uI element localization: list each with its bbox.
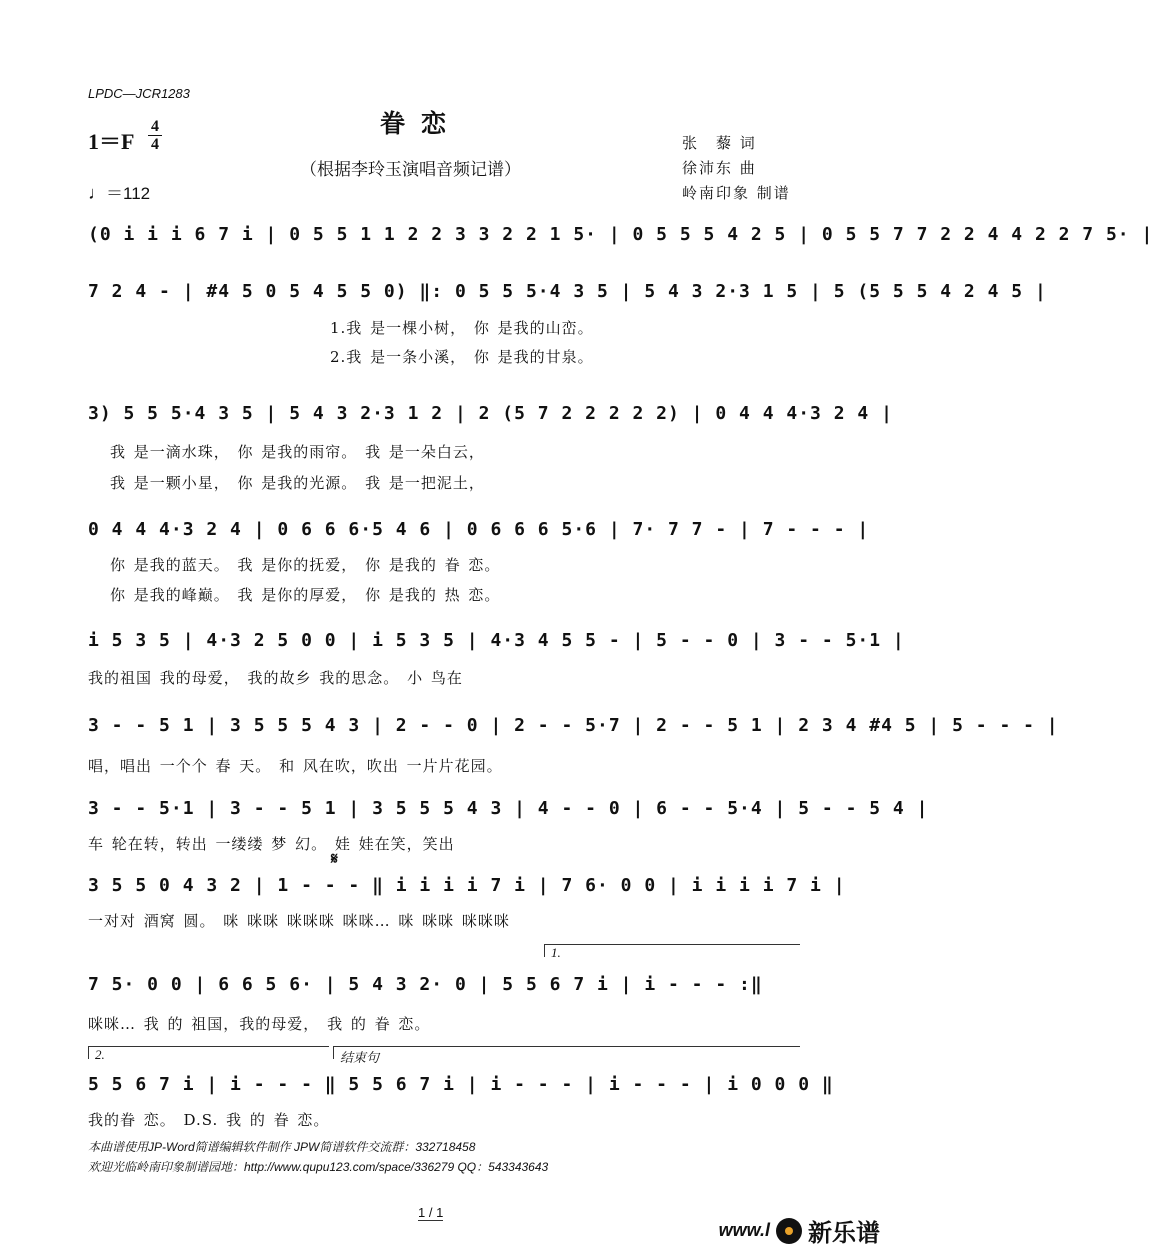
- score-row-10-lyric: 我的眷 恋。 D.S. 我 的 眷 恋。: [88, 1111, 330, 1129]
- score-row-9-lyric: 咪咪… 我 的 祖国，我的母爱， 我 的 眷 恋。: [88, 1015, 431, 1033]
- lyricist-credit: 张 藜 词: [682, 134, 757, 152]
- coda-ending-label: 结束句: [340, 1050, 380, 1065]
- tempo-value: ＝112: [106, 184, 151, 203]
- score-row-1-notes: (0 i i i 6 7 i | 0 5 5 1 1 2 2 3 3 2 2 1 5· | 0 5 5 5 4 2 5 | 0 5 5 7 7 2 2 4 4 2 2 7 5· |: [88, 224, 1153, 245]
- quarter-note-icon: ♩: [88, 183, 106, 203]
- score-row-2-notes: 7 2 4 - | #4 5 0 5 4 5 5 0) ‖: 0 5 5 5·4 3 5 | 5 4 3 2·3 1 5 | 5 (5 5 5 4 2 4 5 |: [88, 281, 1047, 302]
- key-signature: 1＝F: [88, 129, 135, 154]
- score-row-6-lyric: 唱，唱出 一个个 春 天。 和 风在吹，吹出 一片片花园。: [88, 757, 503, 775]
- segno-sign: 𝄋: [331, 849, 338, 868]
- page-number: 1 / 1: [418, 1205, 444, 1220]
- score-row-5-notes: i 5 3 5 | 4·3 2 5 0 0 | i 5 3 5 | 4·3 4 5 5 - | 5 - - 0 | 3 - - 5·1 |: [88, 630, 905, 651]
- watermark-url: www.l: [718, 1220, 770, 1240]
- watermark-brand: 新乐谱: [808, 1219, 880, 1247]
- score-row-4-lyric-2: 你 是我的峰巅。 我 是你的厚爱， 你 是我的 热 恋。: [110, 586, 501, 604]
- score-row-5-lyric: 我的祖国 我的母爱， 我的故乡 我的思念。 小 鸟在: [88, 669, 463, 687]
- score-row-3-lyric-2: 我 是一颗小星， 你 是我的光源。 我 是一把泥土，: [110, 474, 485, 492]
- score-row-9-notes: 7 5· 0 0 | 6 6 5 6· | 5 4 3 2· 0 | 5 5 6 7 i | i - - - :‖: [88, 974, 763, 995]
- score-title: 眷恋: [380, 109, 463, 138]
- time-top: 4: [151, 118, 159, 135]
- first-ending-bracket: [544, 944, 800, 960]
- coda-ending-bracket: [333, 1046, 800, 1065]
- record-disc-icon: [776, 1218, 802, 1244]
- score-row-7-lyric: 车 轮在转，转出 一缕缕 梦 幻。 娃 娃在笑，笑出: [88, 835, 455, 853]
- score-code: LPDC—JCR1283: [88, 86, 190, 101]
- second-ending-bracket: [88, 1046, 329, 1062]
- arranger-credit: 岭南印象 制谱: [682, 184, 791, 202]
- score-subtitle: （根据李玲玉演唱音频记谱）: [300, 160, 521, 180]
- score-row-3-notes: 3) 5 5 5·4 3 5 | 5 4 3 2·3 1 2 | 2 (5 7 2 2 2 2 2) | 0 4 4 4·3 2 4 |: [88, 403, 893, 424]
- score-row-8-lyric: 一对对 酒窝 圆。 咪 咪咪 咪咪咪 咪咪… 咪 咪咪 咪咪咪: [88, 912, 510, 930]
- footer-software-note: 本曲谱使用JP-Word简谱编辑软件制作 JPW简谱软件交流群：332718458: [88, 1140, 476, 1154]
- score-row-4-lyric-1: 你 是我的蓝天。 我 是你的抚爱， 你 是我的 眷 恋。: [110, 556, 501, 574]
- score-row-10-notes: 5 5 6 7 i | i - - - ‖ 5 5 6 7 i | i - - - | i - - - | i 0 0 0 ‖: [88, 1074, 834, 1095]
- score-row-8-notes: 3 5 5 0 4 3 2 | 1 - - - ‖ i i i i 7 i | 7 6· 0 0 | i i i i 7 i |: [88, 875, 846, 896]
- score-row-4-notes: 0 4 4 4·3 2 4 | 0 6 6 6·5 4 6 | 0 6 6 6 5·6 | 7· 7 7 - | 7 - - - |: [88, 519, 870, 540]
- watermark-logo: [719, 1213, 880, 1248]
- score-row-6-notes: 3 - - 5 1 | 3 5 5 5 4 3 | 2 - - 0 | 2 - - 5·7 | 2 - - 5 1 | 2 3 4 #4 5 | 5 - - - |: [88, 715, 1059, 736]
- composer-credit: 徐沛东 曲: [682, 159, 757, 177]
- score-row-7-notes: 3 - - 5·1 | 3 - - 5 1 | 3 5 5 5 4 3 | 4 - - 0 | 6 - - 5·4 | 5 - - 5 4 |: [88, 798, 929, 819]
- score-row-2-lyric-1: 1.我 是一棵小树， 你 是我的山峦。: [330, 319, 594, 337]
- time-bottom: 4: [151, 136, 159, 153]
- second-ending-label: 2.: [95, 1047, 105, 1062]
- first-ending-label: 1.: [551, 945, 561, 960]
- time-signature: [148, 118, 162, 153]
- score-row-2-lyric-2: 2.我 是一条小溪， 你 是我的甘泉。: [330, 348, 594, 366]
- tempo-mark: [88, 179, 150, 204]
- footer-website-note: 欢迎光临岭南印象制谱园地：http://www.qupu123.com/space/336279 QQ：543343643: [88, 1160, 549, 1174]
- score-row-3-lyric-1: 我 是一滴水珠， 你 是我的雨帘。 我 是一朵白云，: [110, 443, 485, 461]
